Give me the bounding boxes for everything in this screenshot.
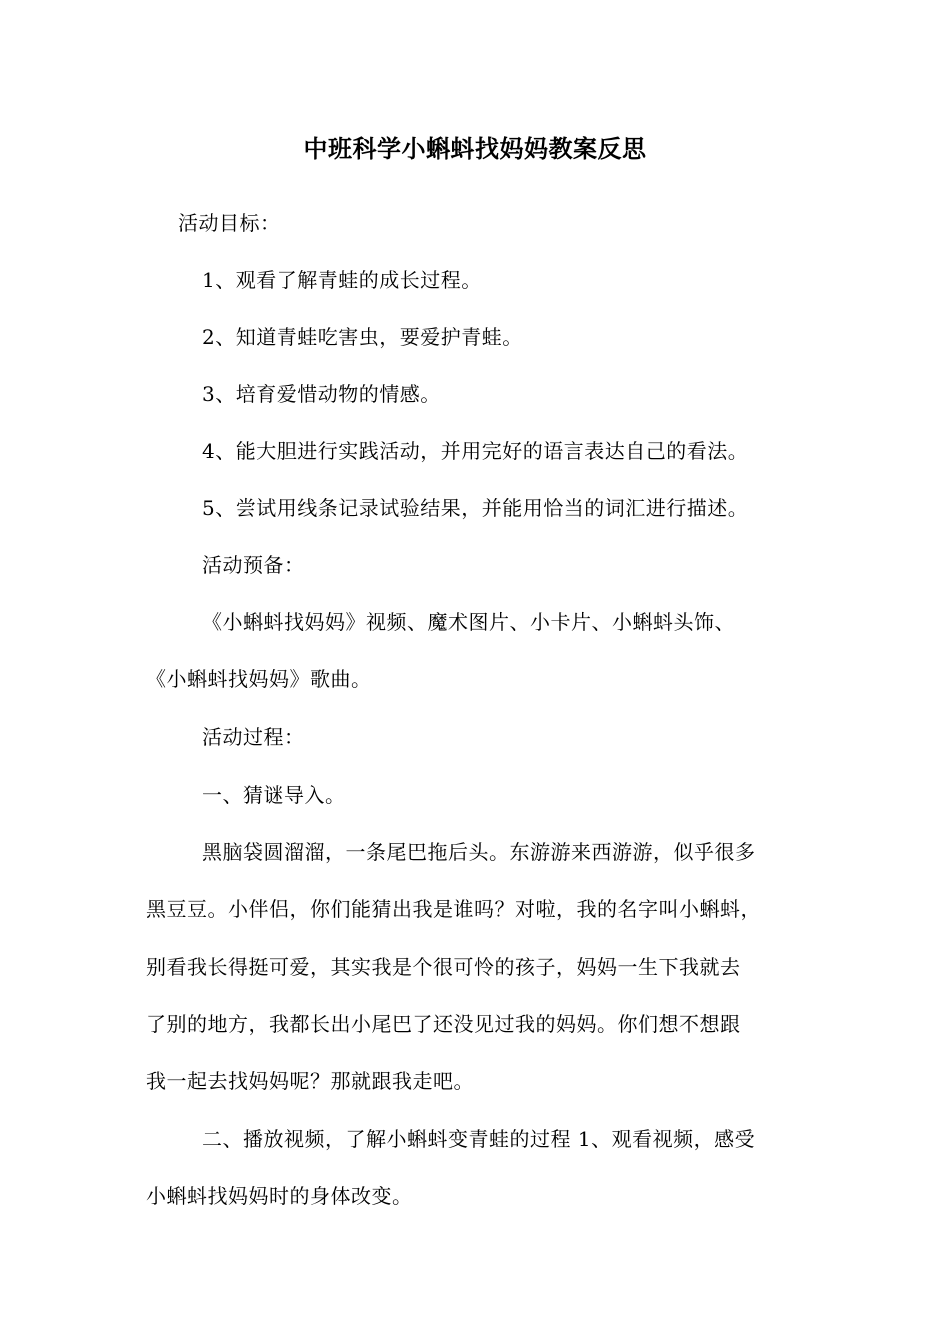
paragraph-line: 我一起去找妈妈呢？那就跟我走吧。 bbox=[146, 1069, 474, 1093]
process-step-1-heading: 一、猜谜导入。 bbox=[202, 783, 346, 807]
paragraph-line: 小蝌蚪找妈妈时的身体改变。 bbox=[146, 1184, 413, 1208]
section-heading-goals: 活动目标： bbox=[178, 211, 281, 235]
section-heading-process: 活动过程： bbox=[202, 725, 305, 749]
paragraph-line: 黑脑袋圆溜溜，一条尾巴拖后头。东游游来西游游，似乎很多 bbox=[202, 840, 756, 864]
goal-item-2: 2、知道青蛙吃害虫，要爱护青蛙。 bbox=[202, 325, 523, 349]
paragraph-line: 别看我长得挺可爱，其实我是个很可怜的孩子，妈妈一生下我就去 bbox=[146, 955, 741, 979]
paragraph-line: 了别的地方，我都长出小尾巴了还没见过我的妈妈。你们想不想跟 bbox=[146, 1012, 741, 1036]
document-title: 中班科学小蝌蚪找妈妈教案反思 bbox=[303, 135, 647, 163]
preparation-text-line-1: 《小蝌蚪找妈妈》视频、魔术图片、小卡片、小蝌蚪头饰、 bbox=[202, 610, 735, 634]
paragraph-line: 黑豆豆。小伴侣，你们能猜出我是谁吗？对啦，我的名字叫小蝌蚪， bbox=[146, 897, 761, 921]
process-step-2-heading: 二、播放视频，了解小蝌蚪变青蛙的过程 1、观看视频，感受 bbox=[202, 1127, 756, 1151]
goal-item-1: 1、观看了解青蛙的成长过程。 bbox=[202, 268, 482, 292]
goal-item-4: 4、能大胆进行实践活动，并用完好的语言表达自己的看法。 bbox=[202, 439, 749, 463]
preparation-text-line-2: 《小蝌蚪找妈妈》歌曲。 bbox=[146, 667, 372, 691]
section-heading-preparation: 活动预备： bbox=[202, 553, 305, 577]
goal-item-3: 3、培育爱惜动物的情感。 bbox=[202, 382, 441, 406]
goal-item-5: 5、尝试用线条记录试验结果，并能用恰当的词汇进行描述。 bbox=[202, 496, 749, 520]
